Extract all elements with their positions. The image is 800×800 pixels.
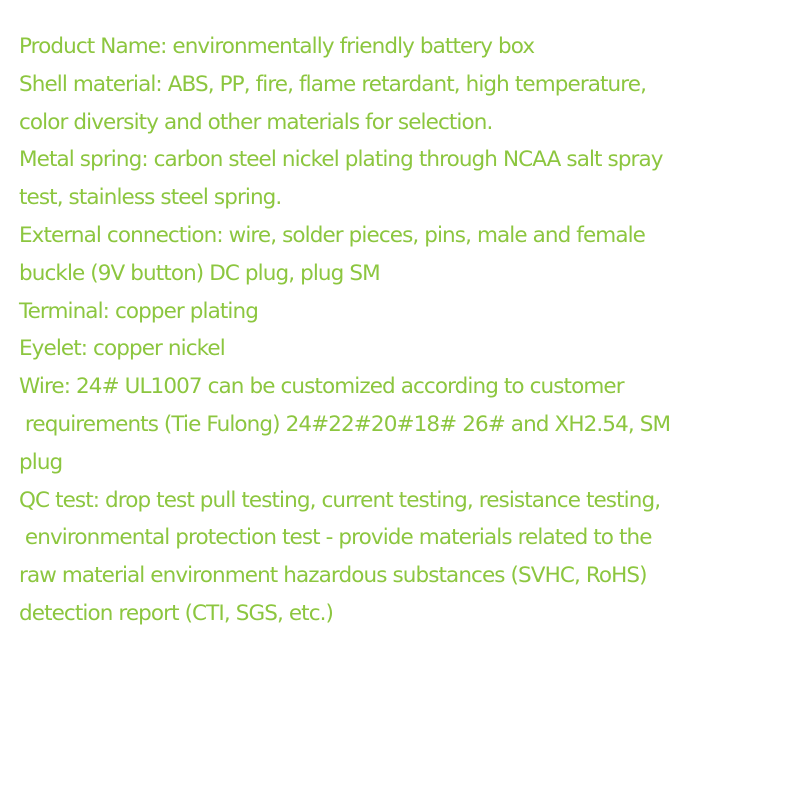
spec-line-wire: Wire: 24# UL1007 can be customized according to customer (19, 374, 624, 400)
spec-line-shell-material: Shell material: ABS, PP, fire, flame retardant, high temperature, (19, 71, 647, 97)
spec-line-external-connection: External connection: wire, solder pieces, pins, male and female (19, 222, 646, 248)
spec-line-metal-spring: Metal spring: carbon steel nickel plating through NCAA salt spray (19, 147, 663, 173)
spec-line-wire-cont-2: plug (19, 449, 63, 475)
spec-line-metal-spring-cont: test, stainless steel spring. (19, 185, 282, 211)
spec-line-shell-material-cont: color diversity and other materials for selection. (19, 109, 493, 135)
spec-line-wire-cont: requirements (Tie Fulong) 24#22#20#18# 26# and XH2.54, SM (19, 411, 671, 437)
spec-line-qc-test: QC test: drop test pull testing, current testing, resistance testing, (19, 487, 661, 513)
product-spec-text (19, 28, 789, 633)
spec-line-terminal: Terminal: copper plating (19, 298, 258, 324)
spec-line-eyelet: Eyelet: copper nickel (19, 336, 225, 362)
spec-line-product-name: Product Name: environmentally friendly battery box (19, 34, 535, 59)
spec-line-qc-test-cont: environmental protection test - provide materials related to the (19, 525, 652, 551)
spec-line-external-connection-cont: buckle (9V button) DC plug, plug SM (19, 260, 380, 286)
spec-line-qc-test-cont-2: raw material environment hazardous substances (SVHC, RoHS) (19, 563, 647, 589)
spec-line-qc-test-cont-3: detection report (CTI, SGS, etc.) (19, 600, 334, 626)
